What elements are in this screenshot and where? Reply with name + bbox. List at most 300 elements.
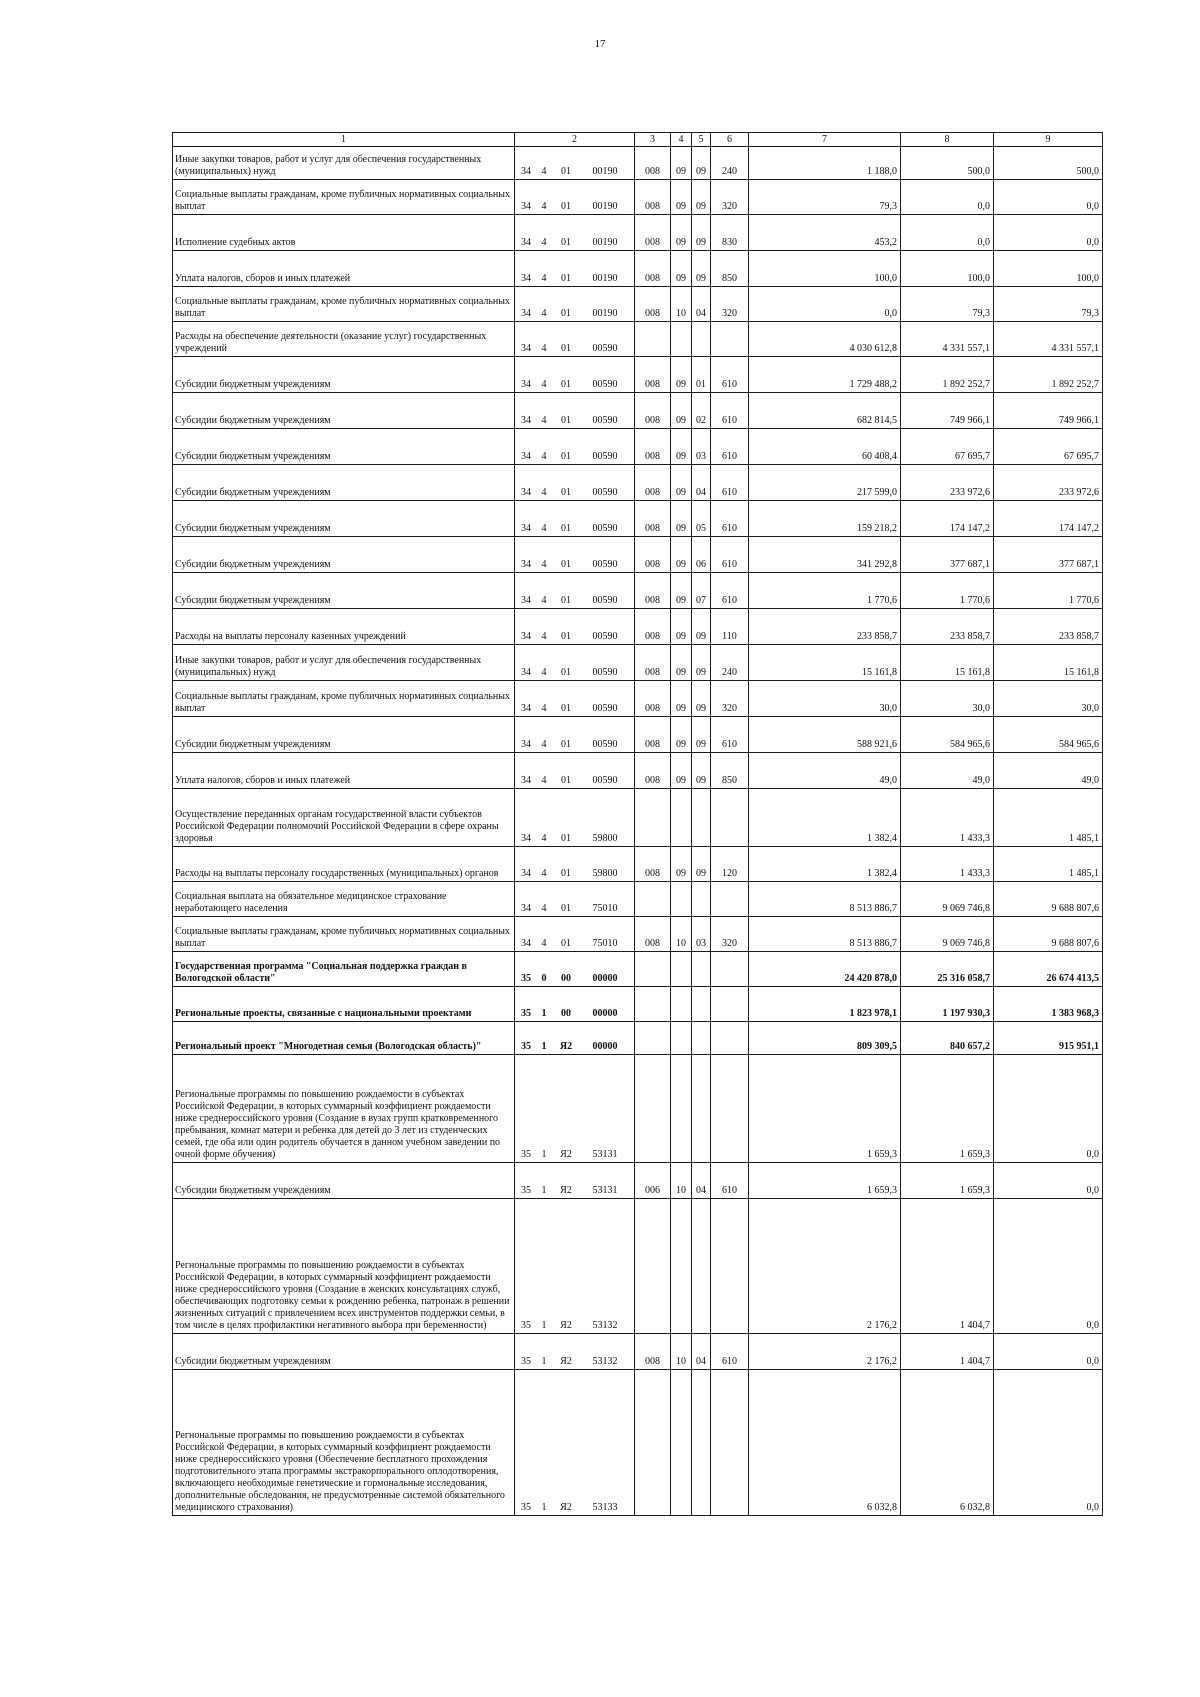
direction-code: 59800 — [592, 868, 618, 879]
event-code: 01 — [561, 703, 571, 714]
ministry-code: 008 — [635, 537, 671, 573]
amount-col-7: 1 382,4 — [749, 847, 901, 882]
amount-col-9: 67 695,7 — [994, 429, 1103, 465]
subprogram-code: 4 — [541, 166, 547, 177]
table-row — [173, 537, 1103, 573]
subprogram-code: 4 — [541, 868, 547, 879]
amount-col-8: 1 433,3 — [901, 847, 994, 882]
event-code: 01 — [561, 631, 571, 642]
target-article-code — [515, 1370, 635, 1516]
amount-col-7: 1 382,4 — [749, 789, 901, 847]
section-code — [671, 1199, 692, 1334]
expense-type-code: 610 — [711, 393, 749, 429]
event-code: 01 — [561, 415, 571, 426]
subsection-code — [692, 1199, 711, 1334]
program-code: 34 — [521, 273, 531, 284]
program-code: 35 — [521, 1008, 531, 1019]
program-code: 34 — [521, 667, 531, 678]
amount-col-8: 15 161,8 — [901, 645, 994, 681]
amount-col-9: 0,0 — [994, 1199, 1103, 1334]
row-description: Социальные выплаты гражданам, кроме публичных нормативных социальных выплат — [173, 681, 515, 717]
amount-col-7: 30,0 — [749, 681, 901, 717]
event-code: 01 — [561, 938, 571, 949]
subsection-code — [692, 882, 711, 917]
subsection-code: 09 — [692, 251, 711, 287]
subprogram-code: 4 — [541, 379, 547, 390]
table-row — [173, 287, 1103, 322]
amount-col-8: 49,0 — [901, 753, 994, 789]
direction-code: 00590 — [592, 487, 618, 498]
direction-code: 00590 — [592, 523, 618, 534]
table-row — [173, 1163, 1103, 1199]
amount-col-8: 100,0 — [901, 251, 994, 287]
table-row — [173, 952, 1103, 987]
table-row — [173, 645, 1103, 681]
ministry-code: 008 — [635, 429, 671, 465]
program-code: 35 — [521, 1041, 531, 1052]
subprogram-code: 4 — [541, 201, 547, 212]
target-article-code — [515, 429, 635, 465]
amount-col-9: 4 331 557,1 — [994, 322, 1103, 357]
expense-type-code: 320 — [711, 287, 749, 322]
amount-col-9: 49,0 — [994, 753, 1103, 789]
ministry-code: 008 — [635, 393, 671, 429]
subprogram-code: 4 — [541, 237, 547, 248]
program-code: 34 — [521, 595, 531, 606]
target-article-code — [515, 573, 635, 609]
event-code: 01 — [561, 868, 571, 879]
amount-col-7: 1 188,0 — [749, 147, 901, 180]
table-row — [173, 465, 1103, 501]
ministry-code: 008 — [635, 215, 671, 251]
direction-code: 00000 — [592, 973, 618, 984]
section-code: 10 — [671, 287, 692, 322]
header-cell: 2 — [515, 133, 635, 147]
target-article-code — [515, 287, 635, 322]
subprogram-code: 4 — [541, 595, 547, 606]
row-description: Социальная выплата на обязательное медицинское страхование неработающего населения — [173, 882, 515, 917]
program-code: 34 — [521, 775, 531, 786]
subprogram-code: 4 — [541, 739, 547, 750]
direction-code: 00590 — [592, 379, 618, 390]
program-code: 35 — [521, 1356, 531, 1367]
section-code: 09 — [671, 465, 692, 501]
header-cell: 3 — [635, 133, 671, 147]
event-code: Я2 — [559, 1041, 573, 1052]
subsection-code: 09 — [692, 847, 711, 882]
amount-col-9: 174 147,2 — [994, 501, 1103, 537]
ministry-code: 006 — [635, 1163, 671, 1199]
row-description: Уплата налогов, сборов и иных платежей — [173, 753, 515, 789]
ministry-code: 008 — [635, 1334, 671, 1370]
subprogram-code: 4 — [541, 903, 547, 914]
amount-col-8: 1 433,3 — [901, 789, 994, 847]
expense-type-code: 610 — [711, 1334, 749, 1370]
section-code: 09 — [671, 393, 692, 429]
target-article-code — [515, 322, 635, 357]
subprogram-code: 1 — [541, 1041, 547, 1052]
table-row — [173, 681, 1103, 717]
amount-col-9: 15 161,8 — [994, 645, 1103, 681]
amount-col-8: 30,0 — [901, 681, 994, 717]
row-description: Исполнение судебных актов — [173, 215, 515, 251]
table-row — [173, 987, 1103, 1022]
amount-col-9: 1 383 968,3 — [994, 987, 1103, 1022]
subsection-code: 05 — [692, 501, 711, 537]
target-article-code — [515, 393, 635, 429]
amount-col-8: 4 331 557,1 — [901, 322, 994, 357]
subprogram-code: 1 — [541, 1320, 547, 1331]
program-code: 34 — [521, 308, 531, 319]
subsection-code: 01 — [692, 357, 711, 393]
amount-col-9: 100,0 — [994, 251, 1103, 287]
row-description: Региональные проекты, связанные с национальными проектами — [173, 987, 515, 1022]
subsection-code: 04 — [692, 1334, 711, 1370]
section-code: 09 — [671, 180, 692, 215]
amount-col-9: 0,0 — [994, 180, 1103, 215]
subsection-code — [692, 987, 711, 1022]
event-code: Я2 — [560, 1185, 572, 1196]
row-description: Расходы на обеспечение деятельности (оказание услуг) государственных учреждений — [173, 322, 515, 357]
section-code: 10 — [671, 1163, 692, 1199]
row-description: Осуществление переданных органам государственной власти субъектов Российской Федерации полномочий Российской Федерации в сфере охраны здоровья — [173, 789, 515, 847]
section-code: 09 — [671, 537, 692, 573]
amount-col-7: 1 770,6 — [749, 573, 901, 609]
target-article-code — [515, 609, 635, 645]
subprogram-code: 4 — [541, 775, 547, 786]
subsection-code — [692, 1370, 711, 1516]
row-description: Субсидии бюджетным учреждениям — [173, 1163, 515, 1199]
direction-code: 00590 — [592, 343, 618, 354]
amount-col-7: 79,3 — [749, 180, 901, 215]
event-code: 01 — [561, 451, 571, 462]
subsection-code: 09 — [692, 609, 711, 645]
section-code — [671, 789, 692, 847]
direction-code: 00190 — [592, 237, 618, 248]
ministry-code — [635, 1022, 671, 1055]
ministry-code — [635, 882, 671, 917]
ministry-code — [635, 789, 671, 847]
program-code: 34 — [521, 451, 531, 462]
amount-col-8: 840 657,2 — [901, 1022, 994, 1055]
expense-type-code — [711, 952, 749, 987]
amount-col-8: 1 892 252,7 — [901, 357, 994, 393]
program-code: 34 — [521, 415, 531, 426]
expense-type-code — [711, 1055, 749, 1163]
amount-col-7: 809 309,5 — [749, 1022, 901, 1055]
direction-code: 75010 — [592, 938, 618, 949]
ministry-code: 008 — [635, 917, 671, 952]
amount-col-9: 1 892 252,7 — [994, 357, 1103, 393]
amount-col-8: 25 316 058,7 — [901, 952, 994, 987]
row-description: Субсидии бюджетным учреждениям — [173, 357, 515, 393]
event-code: 01 — [561, 343, 571, 354]
table-row — [173, 1370, 1103, 1516]
amount-col-7: 1 729 488,2 — [749, 357, 901, 393]
target-article-code — [515, 537, 635, 573]
event-code: Я2 — [560, 1356, 572, 1367]
event-code: 01 — [561, 273, 571, 284]
section-code: 09 — [671, 645, 692, 681]
program-code: 35 — [521, 973, 531, 984]
expense-type-code: 610 — [711, 717, 749, 753]
row-description: Региональный проект "Многодетная семья (Вологодская область)" — [173, 1022, 515, 1055]
table-row — [173, 147, 1103, 180]
header-cell: 6 — [711, 133, 749, 147]
direction-code: 00190 — [592, 201, 618, 212]
target-article-code — [515, 180, 635, 215]
ministry-code: 008 — [635, 573, 671, 609]
amount-col-8: 6 032,8 — [901, 1370, 994, 1516]
header-cell: 7 — [749, 133, 901, 147]
subsection-code: 03 — [692, 917, 711, 952]
row-description: Субсидии бюджетным учреждениям — [173, 717, 515, 753]
amount-col-9: 1 485,1 — [994, 847, 1103, 882]
expense-type-code: 320 — [711, 180, 749, 215]
amount-col-9: 749 966,1 — [994, 393, 1103, 429]
table-row — [173, 322, 1103, 357]
program-code: 35 — [521, 1185, 531, 1196]
program-code: 34 — [521, 703, 531, 714]
amount-col-7: 49,0 — [749, 753, 901, 789]
amount-col-9: 584 965,6 — [994, 717, 1103, 753]
ministry-code: 008 — [635, 147, 671, 180]
ministry-code: 008 — [635, 251, 671, 287]
subprogram-code: 4 — [541, 631, 547, 642]
subsection-code: 04 — [692, 1163, 711, 1199]
target-article-code — [515, 882, 635, 917]
event-code: Я2 — [560, 1149, 572, 1160]
row-description: Регнональные программы по повышению рождаемости в субъектах Российской Федерации, в которых суммарный коэффициент рождаемости ниже среднероссийского уровня (Обеспечение бесплатного прохождения подготовительного этапа программы экстракорпорального оплодотворения, включающего необходимые генетические и гормональные исследования, дополнительные обследования, не предусмотренные системой обязательного медицинского страхования) — [173, 1370, 515, 1516]
ministry-code: 008 — [635, 847, 671, 882]
table-row — [173, 717, 1103, 753]
event-code: 01 — [561, 833, 571, 844]
row-description: Региональные программы по повышению рождаемости в субъектах Российской Федерации, в которых суммарный коэффициент рождаемости ниже среднероссийского уровня (Создание в вузах групп кратковременного пребывания, комнат матери и ребенка для детей до 3 лет из студенческих семей, где оба или один родитель обучается в данном учебном заведении по очной форме обучения) — [173, 1055, 515, 1163]
section-code: 09 — [671, 717, 692, 753]
table-row — [173, 847, 1103, 882]
event-code: 00 — [561, 973, 571, 984]
row-description: Государственная программа "Социальная поддержка граждан в Вологодской области" — [173, 952, 515, 987]
expense-type-code: 110 — [711, 609, 749, 645]
budget-table — [172, 132, 1103, 1516]
direction-code: 53131 — [592, 1149, 618, 1160]
subprogram-code: 4 — [541, 308, 547, 319]
amount-col-8: 79,3 — [901, 287, 994, 322]
table-body — [173, 147, 1103, 1516]
amount-col-9: 0,0 — [994, 1334, 1103, 1370]
expense-type-code — [711, 1370, 749, 1516]
subsection-code: 02 — [692, 393, 711, 429]
amount-col-7: 341 292,8 — [749, 537, 901, 573]
event-code: 01 — [561, 201, 571, 212]
amount-col-7: 8 513 886,7 — [749, 917, 901, 952]
subprogram-code: 4 — [541, 833, 547, 844]
section-code: 09 — [671, 429, 692, 465]
direction-code: 00190 — [592, 308, 618, 319]
program-code: 34 — [521, 343, 531, 354]
target-article-code — [515, 147, 635, 180]
direction-code: 00190 — [592, 273, 618, 284]
subsection-code: 09 — [692, 180, 711, 215]
expense-type-code: 320 — [711, 917, 749, 952]
header-cell: 5 — [692, 133, 711, 147]
expense-type-code — [711, 987, 749, 1022]
ministry-code: 008 — [635, 645, 671, 681]
amount-col-9: 79,3 — [994, 287, 1103, 322]
amount-col-8: 749 966,1 — [901, 393, 994, 429]
header-row — [173, 133, 1103, 147]
section-code: 09 — [671, 609, 692, 645]
amount-col-9: 0,0 — [994, 1370, 1103, 1516]
table-row — [173, 1022, 1103, 1055]
expense-type-code: 610 — [711, 429, 749, 465]
row-description: Иные закупки товаров, работ и услуг для обеспечения государственных (муниципальных) нужд — [173, 147, 515, 180]
target-article-code — [515, 501, 635, 537]
event-code: Я2 — [560, 1320, 572, 1331]
ministry-code — [635, 1199, 671, 1334]
table-row — [173, 1199, 1103, 1334]
target-article-code — [515, 917, 635, 952]
direction-code: 00590 — [592, 703, 618, 714]
direction-code: 00590 — [592, 451, 618, 462]
header-cell: 1 — [173, 133, 515, 147]
subsection-code: 04 — [692, 465, 711, 501]
target-article-code — [515, 215, 635, 251]
target-article-code — [515, 645, 635, 681]
subsection-code — [692, 1022, 711, 1055]
program-code: 34 — [521, 487, 531, 498]
expense-type-code — [711, 322, 749, 357]
event-code: 01 — [561, 595, 571, 606]
event-code: 01 — [561, 487, 571, 498]
target-article-code — [515, 847, 635, 882]
target-article-code — [515, 1334, 635, 1370]
header-cell: 4 — [671, 133, 692, 147]
amount-col-9: 26 674 413,5 — [994, 952, 1103, 987]
direction-code: 59800 — [592, 833, 618, 844]
event-code: 01 — [561, 379, 571, 390]
section-code: 09 — [671, 251, 692, 287]
target-article-code — [515, 681, 635, 717]
table-row — [173, 609, 1103, 645]
target-article-code — [515, 952, 635, 987]
ministry-code: 008 — [635, 609, 671, 645]
program-code: 34 — [521, 631, 531, 642]
amount-col-8: 1 659,3 — [901, 1055, 994, 1163]
direction-code: 75010 — [592, 903, 618, 914]
event-code: 01 — [561, 775, 571, 786]
row-description: Субсидии бюджетным учреждениям — [173, 501, 515, 537]
subsection-code: 04 — [692, 287, 711, 322]
ministry-code: 008 — [635, 501, 671, 537]
subprogram-code: 4 — [541, 415, 547, 426]
subsection-code: 09 — [692, 147, 711, 180]
table-row — [173, 789, 1103, 847]
section-code — [671, 952, 692, 987]
subprogram-code: 4 — [541, 273, 547, 284]
amount-col-7: 159 218,2 — [749, 501, 901, 537]
subprogram-code: 4 — [541, 523, 547, 534]
row-description: Социальные выплаты гражданам, кроме публичных нормативных социальных выплат — [173, 917, 515, 952]
table-row — [173, 753, 1103, 789]
section-code — [671, 1370, 692, 1516]
ministry-code: 008 — [635, 465, 671, 501]
amount-col-8: 1 404,7 — [901, 1199, 994, 1334]
direction-code: 00590 — [592, 415, 618, 426]
expense-type-code: 610 — [711, 501, 749, 537]
subsection-code — [692, 1055, 711, 1163]
program-code: 34 — [521, 201, 531, 212]
section-code: 10 — [671, 917, 692, 952]
table-row — [173, 357, 1103, 393]
expense-type-code: 120 — [711, 847, 749, 882]
section-code: 09 — [671, 215, 692, 251]
amount-col-7: 588 921,6 — [749, 717, 901, 753]
subprogram-code: 1 — [541, 1356, 547, 1367]
expense-type-code: 610 — [711, 465, 749, 501]
row-description: Социальные выплаты гражданам, кроме публичных нормативных социальных выплат — [173, 180, 515, 215]
row-description: Субсидии бюджетным учреждениям — [173, 537, 515, 573]
event-code: 01 — [561, 559, 571, 570]
expense-type-code: 240 — [711, 147, 749, 180]
subprogram-code: 4 — [541, 487, 547, 498]
amount-col-8: 500,0 — [901, 147, 994, 180]
section-code: 09 — [671, 147, 692, 180]
subsection-code: 09 — [692, 215, 711, 251]
amount-col-7: 100,0 — [749, 251, 901, 287]
subsection-code — [692, 789, 711, 847]
section-code — [671, 1022, 692, 1055]
ministry-code: 008 — [635, 753, 671, 789]
amount-col-8: 233 858,7 — [901, 609, 994, 645]
target-article-code — [515, 1055, 635, 1163]
subprogram-code: 4 — [541, 667, 547, 678]
direction-code: 00190 — [592, 166, 618, 177]
amount-col-7: 1 659,3 — [749, 1163, 901, 1199]
amount-col-7: 2 176,2 — [749, 1334, 901, 1370]
program-code: 34 — [521, 938, 531, 949]
table-row — [173, 501, 1103, 537]
direction-code: 00000 — [592, 1008, 618, 1019]
program-code: 35 — [521, 1320, 531, 1331]
amount-col-7: 2 176,2 — [749, 1199, 901, 1334]
table-row — [173, 882, 1103, 917]
program-code: 34 — [521, 523, 531, 534]
expense-type-code — [711, 1199, 749, 1334]
amount-col-9: 0,0 — [994, 215, 1103, 251]
subprogram-code: 0 — [541, 973, 547, 984]
ministry-code: 008 — [635, 287, 671, 322]
amount-col-9: 9 688 807,6 — [994, 917, 1103, 952]
row-description: Субсидии бюджетным учреждениям — [173, 1334, 515, 1370]
row-description: Регнональные программы по повышению рождаемости в субъектах Российской Федерации, в которых суммарный коэффициент рождаемости ниже среднероссийского уровня (Создание в женских консультациях служб, обеспечивающих подготовку семьи к рождению ребенка, патронаж в решении жизненных ситуаций с привлечением всех инструментов поддержки семьи, в том числе в целях профилактики негативного выбора при беременности) — [173, 1199, 515, 1334]
direction-code: 00000 — [592, 1041, 618, 1052]
ministry-code: 008 — [635, 357, 671, 393]
amount-col-9: 915 951,1 — [994, 1022, 1103, 1055]
section-code — [671, 987, 692, 1022]
table-row — [173, 251, 1103, 287]
row-description: Субсидии бюджетным учреждениям — [173, 429, 515, 465]
subprogram-code: 1 — [541, 1502, 547, 1513]
amount-col-9: 377 687,1 — [994, 537, 1103, 573]
program-code: 34 — [521, 833, 531, 844]
amount-col-8: 67 695,7 — [901, 429, 994, 465]
target-article-code — [515, 987, 635, 1022]
target-article-code — [515, 789, 635, 847]
amount-col-9: 9 688 807,6 — [994, 882, 1103, 917]
table-row — [173, 215, 1103, 251]
subsection-code: 06 — [692, 537, 711, 573]
